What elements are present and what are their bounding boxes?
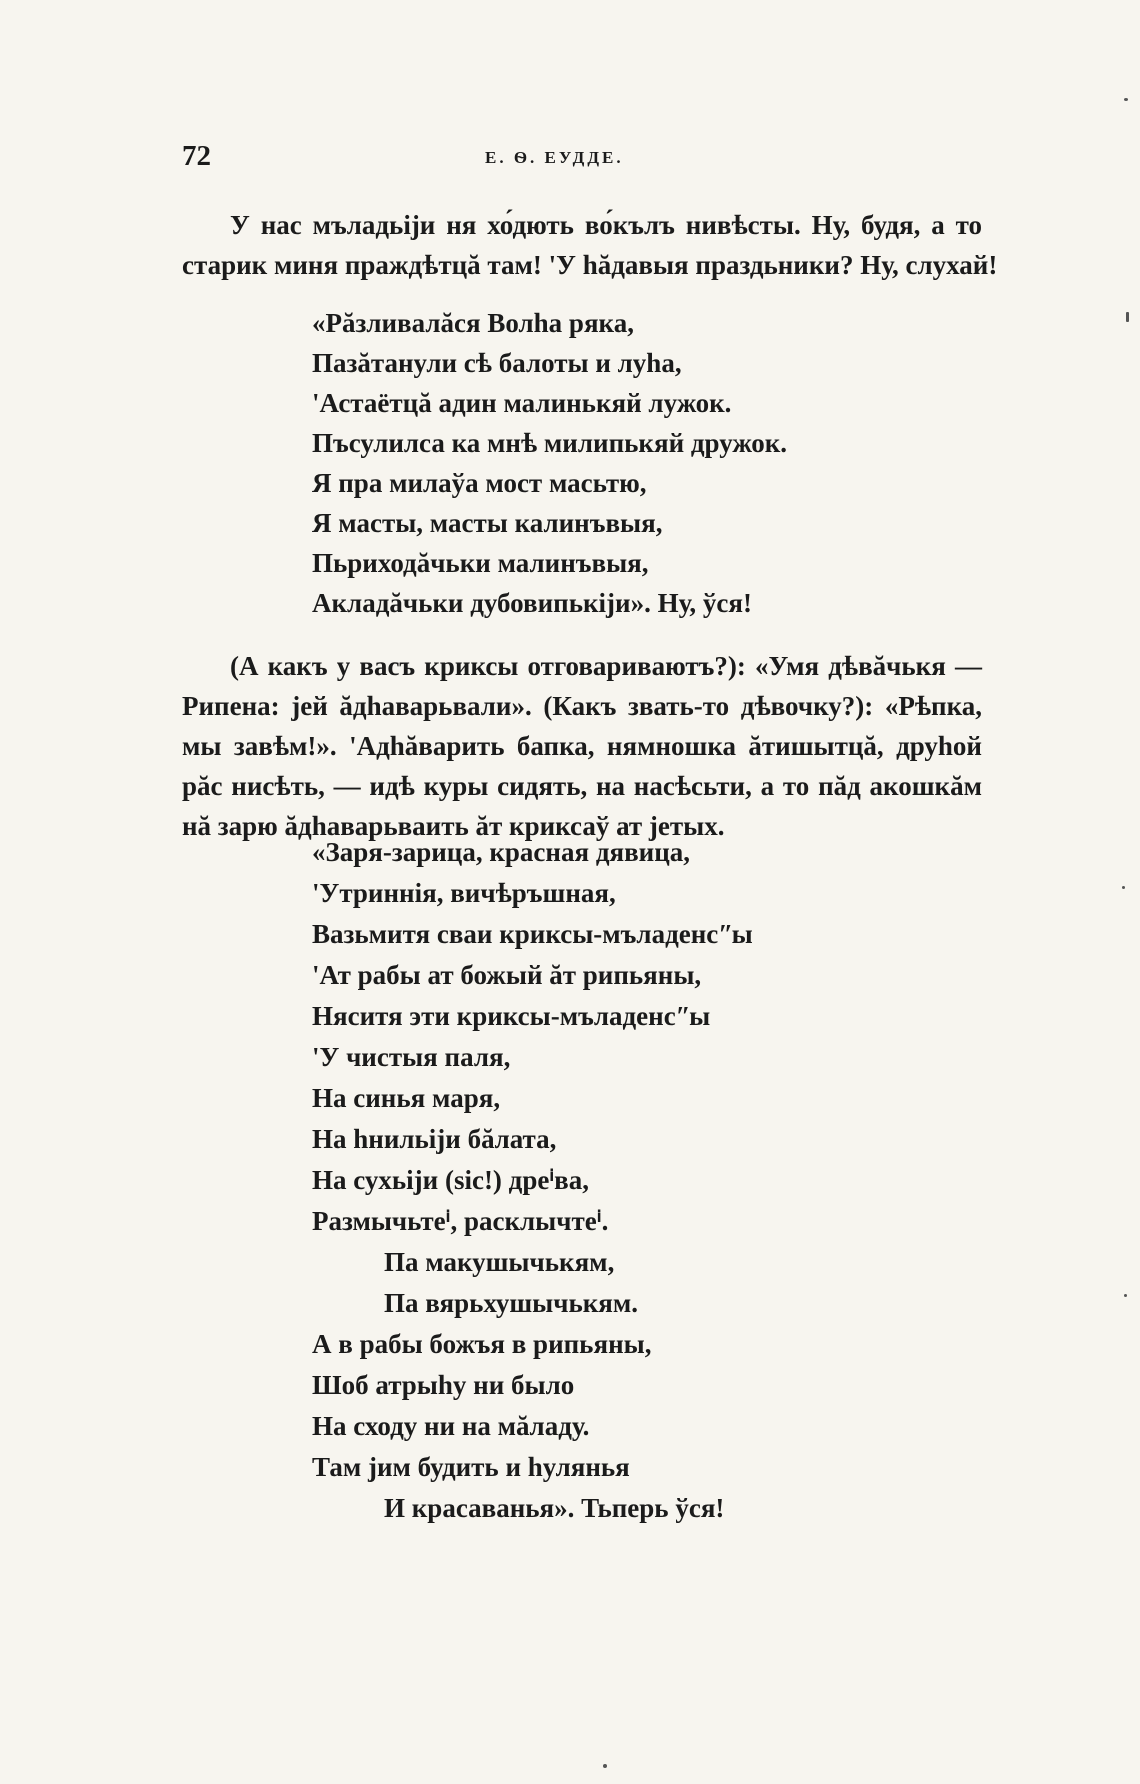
song-2 bbox=[312, 832, 753, 1529]
song-1 bbox=[312, 303, 787, 623]
paragraph-line: (А какъ у васъ криксы отговариваютъ?): «Умя дѣвăчькя — bbox=[230, 651, 982, 681]
scan-speck bbox=[1124, 98, 1128, 101]
paragraph-line: Рипена: јей ăдһаварьвали». (Какъ звать-то дѣвочку?): «Рѣпка, bbox=[182, 691, 982, 721]
verse-line: «Заря-зарица, красная дявица, bbox=[312, 837, 691, 867]
verse-line: Я пра милаўа мост масьтю, bbox=[312, 468, 647, 498]
paragraph-line: мы завѣм!». 'Адһăварить бапка, нямношка ăтишытцă, друһой bbox=[182, 731, 982, 761]
verse-line: 'Астаётцă адин малинькяй лужок. bbox=[312, 388, 732, 418]
verse-line: Размычьтеⁱ, расклычтеⁱ. bbox=[312, 1206, 609, 1236]
verse-line: На синья маря, bbox=[312, 1083, 501, 1113]
verse-line: На сходу ни на мăладу. bbox=[312, 1411, 590, 1441]
verse-line: А в рабы божъя в рипьяны, bbox=[312, 1329, 652, 1359]
running-head: Е. Ѳ. ЕУДДЕ. bbox=[485, 148, 624, 167]
paragraph-line: У нас мъладьіји ня хо́дють во́кълъ нивѣсты. Ну, будя, а то bbox=[230, 210, 982, 240]
verse-line: Пазăтанули сѣ балоты и луһа, bbox=[312, 348, 682, 378]
paragraph-1 bbox=[182, 205, 998, 285]
page-number: 72 bbox=[182, 140, 211, 172]
verse-line: Няситя эти криксы-мъладенсʺы bbox=[312, 1001, 711, 1031]
paragraph-2 bbox=[182, 646, 982, 846]
verse-line: И красаванья». Тьперь ўся! bbox=[384, 1493, 725, 1523]
verse-line: На сухьіји (sic!) дреⁱва, bbox=[312, 1165, 589, 1195]
verse-line: На һнильіји бăлата, bbox=[312, 1124, 557, 1154]
verse-line: «Рăзливалăся Волһа ряка, bbox=[312, 308, 634, 338]
scan-speck bbox=[1122, 886, 1125, 889]
paragraph-line: рăс нисѣть, — идѣ куры сидять, на насѣсьти, а то пăд акошкăм bbox=[182, 771, 982, 801]
paragraph-line: старик миня праждѣтцă там! 'У һăдавыя праздьники? Ну, слухай! bbox=[182, 250, 998, 280]
verse-line: 'Ат рабы ат божый ăт рипьяны, bbox=[312, 960, 702, 990]
verse-line: Пьриходăчьки малинъвыя, bbox=[312, 548, 649, 578]
verse-line: Пъсулилса ка мнѣ милипькяй дружок. bbox=[312, 428, 788, 458]
verse-line: Па макушычькям, bbox=[384, 1247, 615, 1277]
verse-line: 'Утриннія, вичѣръшная, bbox=[312, 878, 616, 908]
verse-line: 'У чистыя паля, bbox=[312, 1042, 511, 1072]
verse-line: Вазьмитя сваи криксы-мъладенсʺы bbox=[312, 919, 753, 949]
paragraph-line: нă зарю ăдһаварьваить ăт криксаў ат јетых. bbox=[182, 811, 725, 841]
scan-speck bbox=[603, 1764, 607, 1768]
verse-line: Акладăчьки дубовипькіји». Ну, ўся! bbox=[312, 588, 752, 618]
verse-line: Там јим будить и һулянья bbox=[312, 1452, 630, 1482]
verse-line: Шоб атрыһу ни было bbox=[312, 1370, 575, 1400]
scan-speck bbox=[1126, 312, 1129, 322]
scan-speck bbox=[1124, 1294, 1127, 1297]
verse-line: Я масты, масты калинъвыя, bbox=[312, 508, 663, 538]
verse-line: Па вярьхушычькям. bbox=[384, 1288, 639, 1318]
